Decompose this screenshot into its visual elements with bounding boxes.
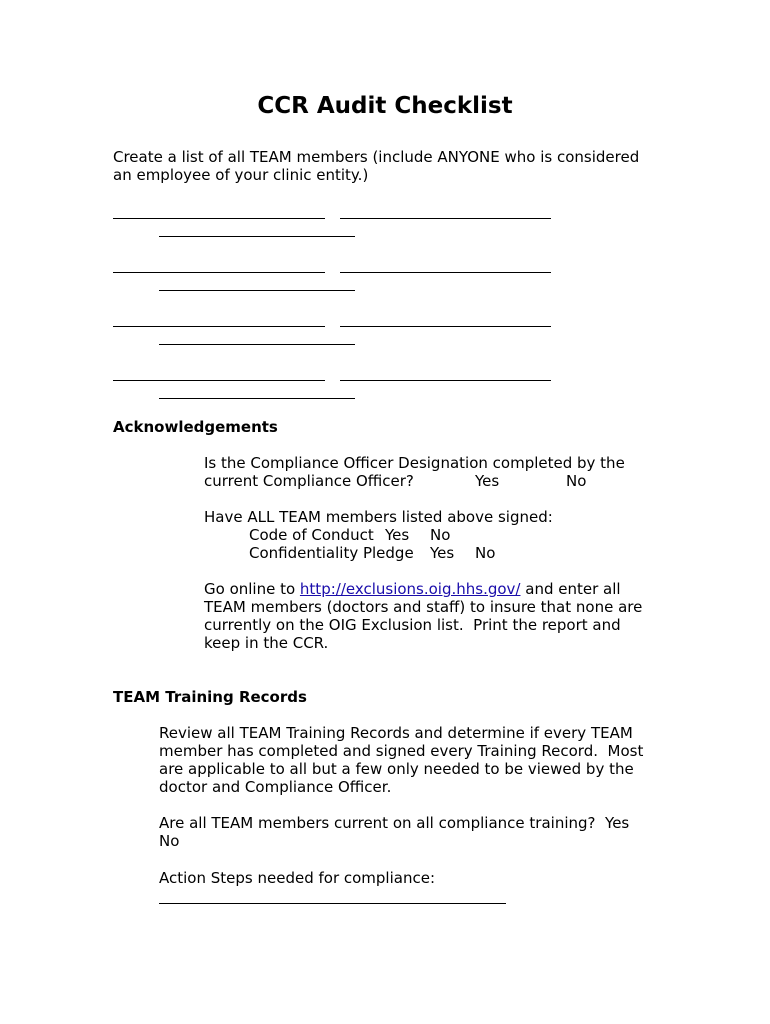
oig-exclusions-link[interactable]: http://exclusions.oig.hhs.gov/ [299,580,521,598]
member-name-line[interactable] [113,272,325,273]
compliance-officer-no-option[interactable]: No [566,472,587,490]
oig-prefix: Go online to [204,580,300,598]
code-of-conduct-row [249,526,451,544]
member-name-line[interactable] [113,380,325,381]
confidentiality-pledge-label: Confidentiality Pledge [249,544,414,562]
page-title: CCR Audit Checklist [257,93,513,119]
training-records-heading: TEAM Training Records [113,688,307,706]
member-name-line[interactable] [159,236,355,237]
oig-line-3: currently on the OIG Exclusion list. Print the report and [204,616,621,634]
training-current-question [159,814,629,850]
compliance-officer-question-text: current Compliance Officer? [204,472,414,490]
intro-line-2: an employee of your clinic entity.) [113,166,369,184]
intro-line-1: Create a list of all TEAM members (include ANYONE who is considered [113,148,640,166]
member-name-line[interactable] [113,326,325,327]
training-review-line-4: doctor and Compliance Officer. [159,778,392,796]
code-of-conduct-yes-option[interactable]: Yes [385,526,410,544]
member-name-line[interactable] [159,290,355,291]
training-review-line-1: Review all TEAM Training Records and determine if every TEAM [159,724,633,742]
compliance-officer-question [204,454,625,490]
training-review-line-3: are applicable to all but a few only needed to be viewed by the [159,760,634,778]
code-of-conduct-label: Code of Conduct [249,526,374,544]
training-review-paragraph [159,724,643,796]
member-name-line[interactable] [159,398,355,399]
intro-paragraph [113,148,673,184]
compliance-officer-line-1: Is the Compliance Officer Designation completed by the [204,454,625,472]
training-review-line-2: member has completed and signed every Training Record. Most [159,742,644,760]
oig-suffix: and enter all [520,580,621,598]
confidentiality-pledge-yes-option[interactable]: Yes [430,544,455,562]
oig-line-1 [204,580,642,598]
confidentiality-pledge-row [249,544,496,562]
action-steps [159,869,435,887]
training-current-line-1: Are all TEAM members current on all compliance training? Yes [159,814,630,832]
code-of-conduct-no-option[interactable]: No [430,526,451,544]
member-name-line[interactable] [340,326,551,327]
action-steps-line[interactable] [159,903,506,904]
signed-question [204,508,553,526]
member-name-line[interactable] [113,218,325,219]
compliance-officer-yes-option[interactable]: Yes [475,472,500,490]
member-name-line[interactable] [340,272,551,273]
confidentiality-pledge-no-option[interactable]: No [475,544,496,562]
action-steps-label: Action Steps needed for compliance: [159,869,435,887]
training-current-line-2: No [159,832,180,850]
member-name-line[interactable] [340,380,551,381]
acknowledgements-heading: Acknowledgements [113,418,278,436]
signed-question-line: Have ALL TEAM members listed above signed: [204,508,553,526]
member-name-line[interactable] [340,218,551,219]
oig-line-2: TEAM members (doctors and staff) to insure that none are [204,598,643,616]
compliance-officer-line-2 [204,472,625,490]
oig-instructions [204,580,642,652]
member-name-line[interactable] [159,344,355,345]
oig-line-4: keep in the CCR. [204,634,329,652]
